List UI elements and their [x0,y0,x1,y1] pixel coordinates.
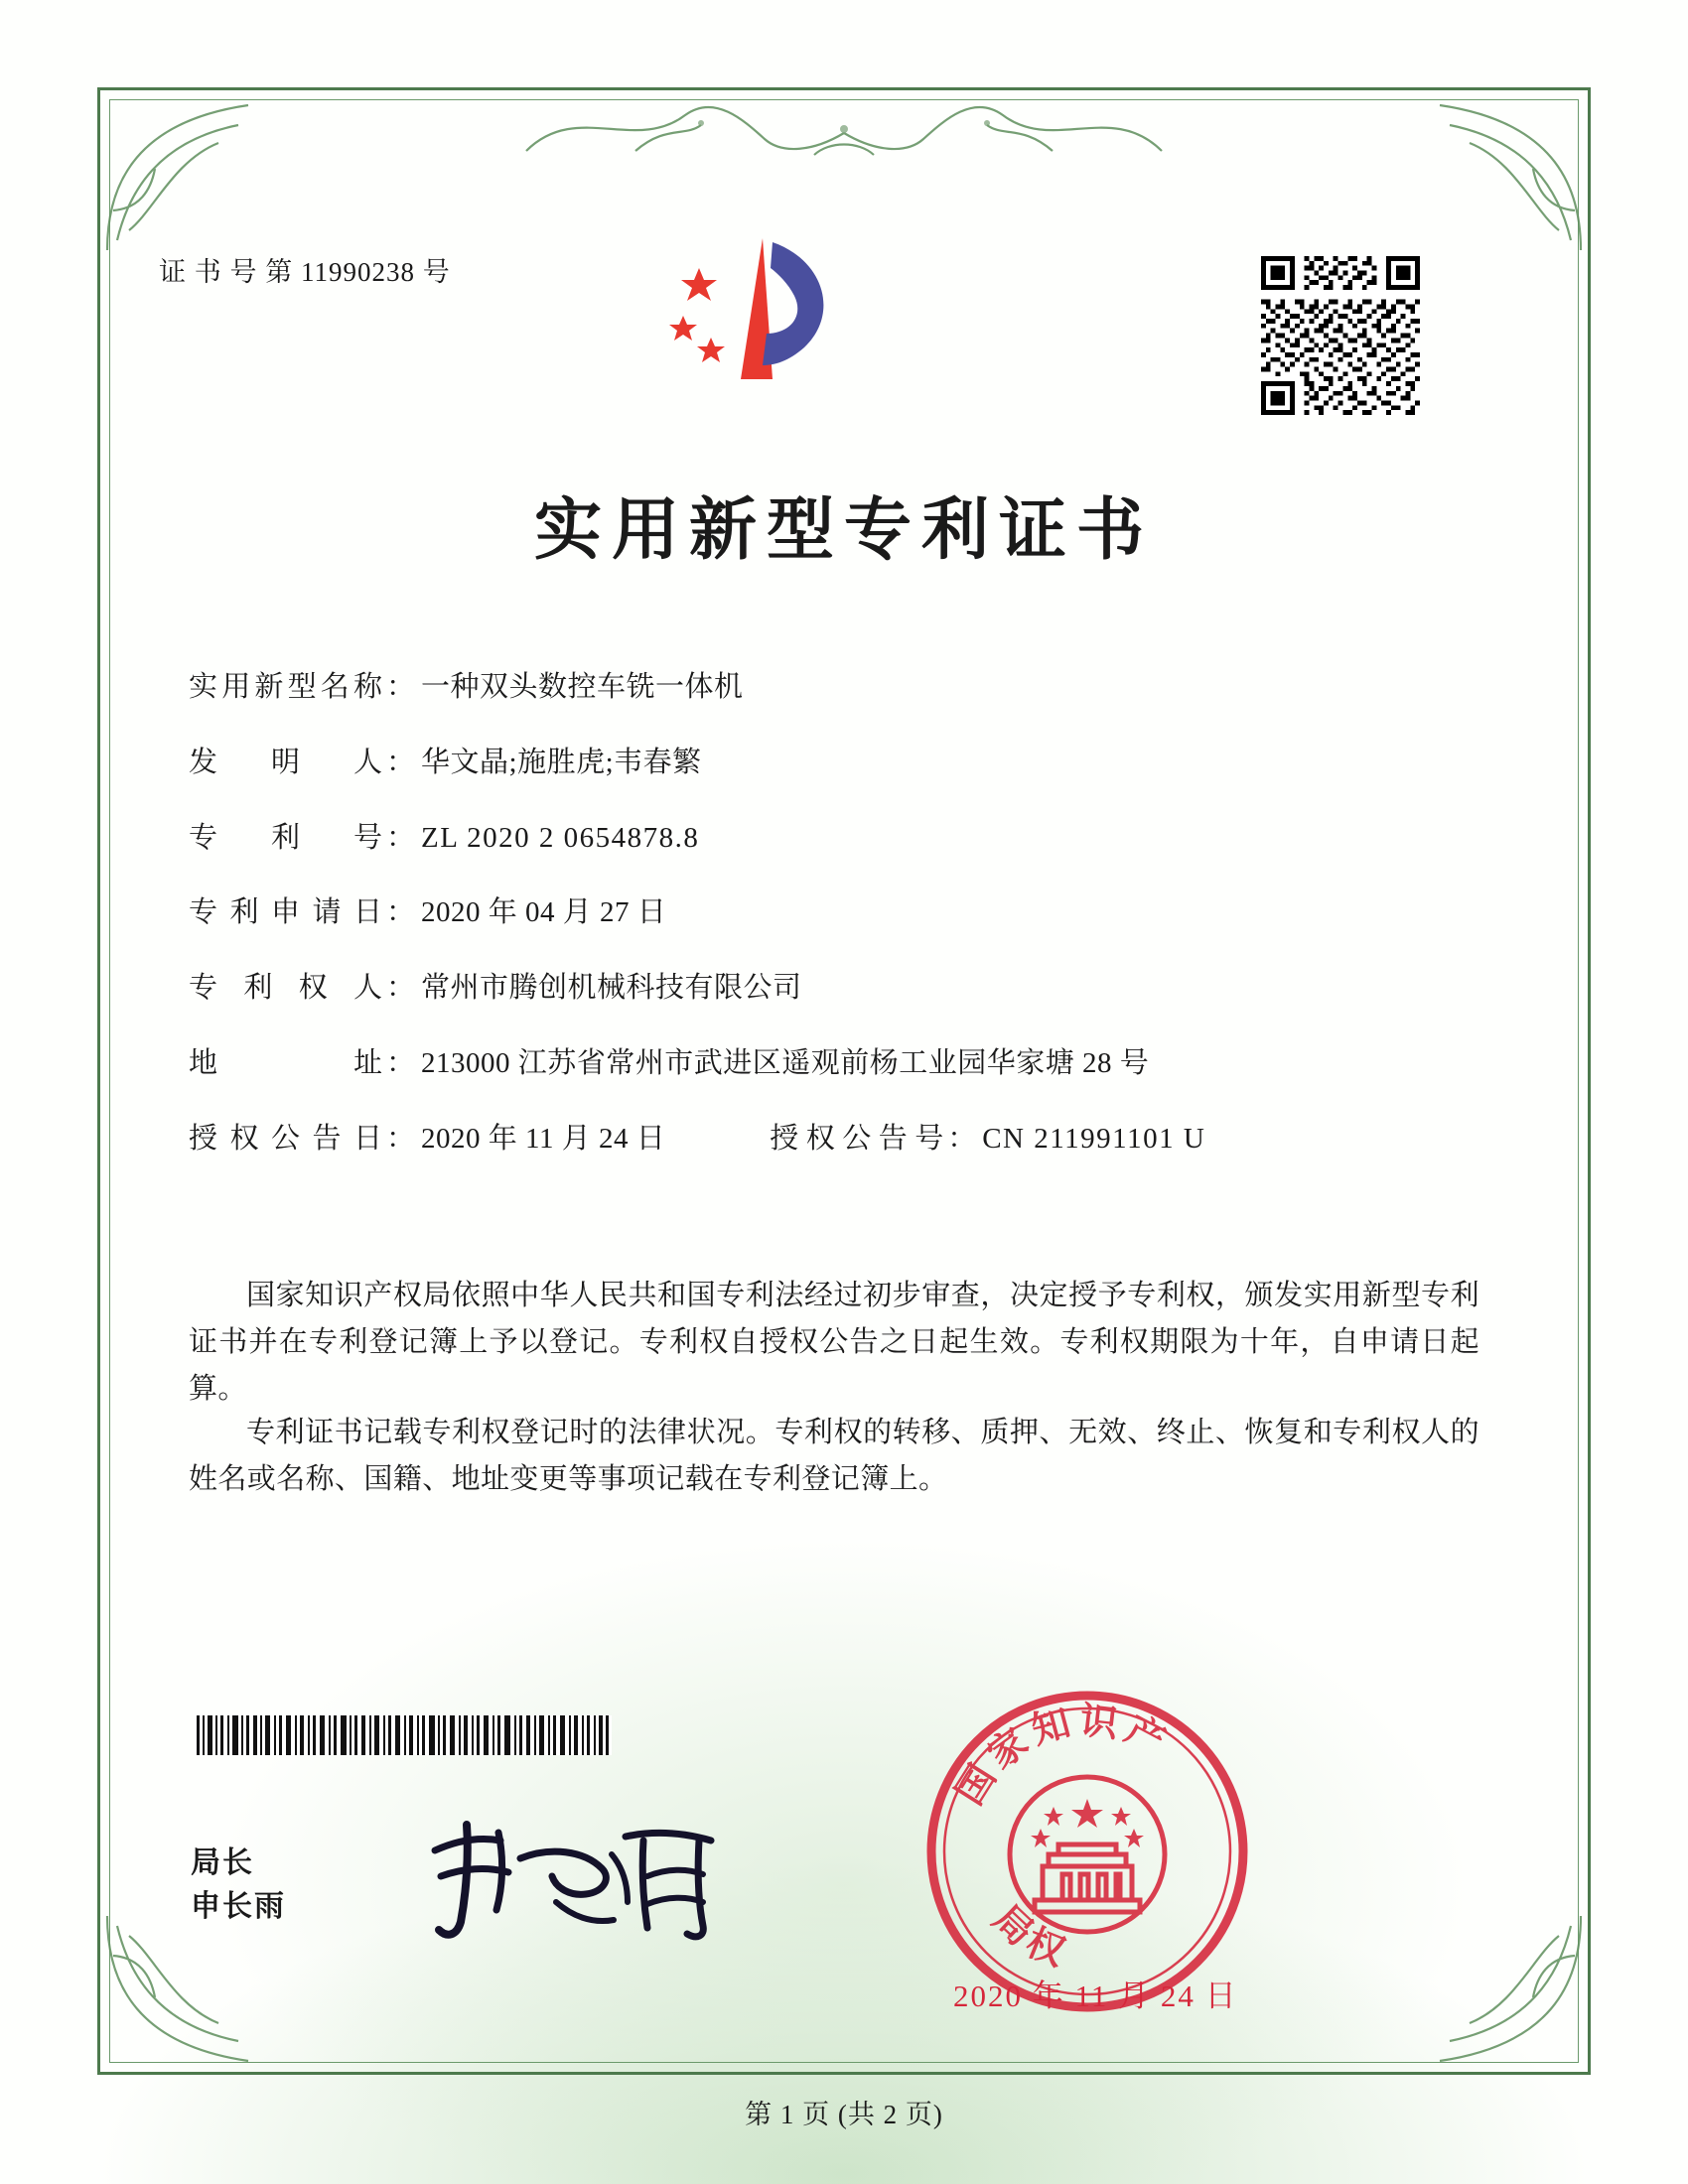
field-label: 实用新型名称 [189,671,382,703]
signature-name: 申长雨 [191,1889,286,1923]
official-seal-icon [923,1688,1251,2015]
field-colon: ： [386,821,416,854]
signature-block [191,1842,286,1928]
field-value-announcement-date: 2020 年 11 月 24 日 [421,1122,666,1155]
page-footer: 第 1 页 (共 2 页) [745,2100,943,2129]
field-application-date [189,895,1479,930]
cnipa-logo-icon [655,230,874,409]
signature-role-label: 局长 [191,1846,254,1879]
field-address [189,1046,1479,1081]
flourish-corner-bl-icon [99,1906,268,2075]
field-value: 常州市腾创机械科技有限公司 [421,972,802,1005]
field-label-announcement-date: 授权公告日 [189,1122,382,1155]
field-colon: ： [386,746,416,778]
field-colon: ： [386,896,416,929]
barcode-icon [195,1715,612,1755]
field-value: 一种双头数控车铣一体机 [421,671,744,703]
field-list [189,670,1479,1197]
field-label: 专利申请日 [189,896,382,929]
field-colon: ： [947,1122,977,1155]
svg-text:局权: 局权 [984,1895,1077,1978]
field-colon: ： [386,1046,416,1079]
announcement-number-group [770,1122,1205,1157]
field-value: 2020 年 04 月 27 日 [421,896,667,929]
field-label: 专 利 号 [189,821,382,854]
field-label: 专 利 权 人 [189,972,382,1005]
field-label: 发 明 人 [189,746,382,778]
field-label: 地 址 [189,1046,382,1079]
field-value: ZL 2020 2 0654878.8 [421,821,700,854]
field-announcement-row [189,1122,1479,1157]
flourish-corner-tl-icon [99,91,268,260]
field-utility-model-name [189,670,1479,705]
qr-code-icon [1261,256,1420,415]
field-inventors [189,746,1479,780]
flourish-top-icon [516,91,1172,161]
flourish-corner-br-icon [1420,1906,1589,2075]
field-colon: ： [386,671,416,703]
field-value: 华文晶;施胜虎;韦春繁 [421,746,702,778]
field-label-announcement-number: 授权公告号 [770,1122,944,1155]
handwritten-signature-icon [417,1807,755,1946]
field-patentee [189,971,1479,1006]
legal-paragraph-1: 国家知识产权局依照中华人民共和国专利法经过初步审查，决定授予专利权，颁发实用新型专利证书并在专利登记簿上予以登记。专利权自授权公告之日起生效。专利权期限为十年，自申请日起算。 [189,1280,1479,1405]
field-patent-number [189,821,1479,856]
page-title: 实用新型专利证书 [533,490,1154,570]
certificate-number: 证 书 号 第 11990238 号 [159,257,451,287]
field-value-announcement-number: CN 211991101 U [982,1122,1206,1155]
field-colon: ： [386,1122,416,1155]
svg-text:国家知识产: 国家知识产 [946,1697,1179,1813]
field-colon: ： [386,972,416,1005]
flourish-corner-tr-icon [1420,91,1589,260]
seal-date: 2020 年 11 月 24 日 [953,1979,1238,2013]
legal-paragraph-2: 专利证书记载专利权登记时的法律状况。专利权的转移、质押、无效、终止、恢复和专利权人的姓名或名称、国籍、地址变更等事项记载在专利登记簿上。 [189,1417,1479,1495]
field-value: 213000 江苏省常州市武进区遥观前杨工业园华家塘 28 号 [421,1046,1150,1079]
